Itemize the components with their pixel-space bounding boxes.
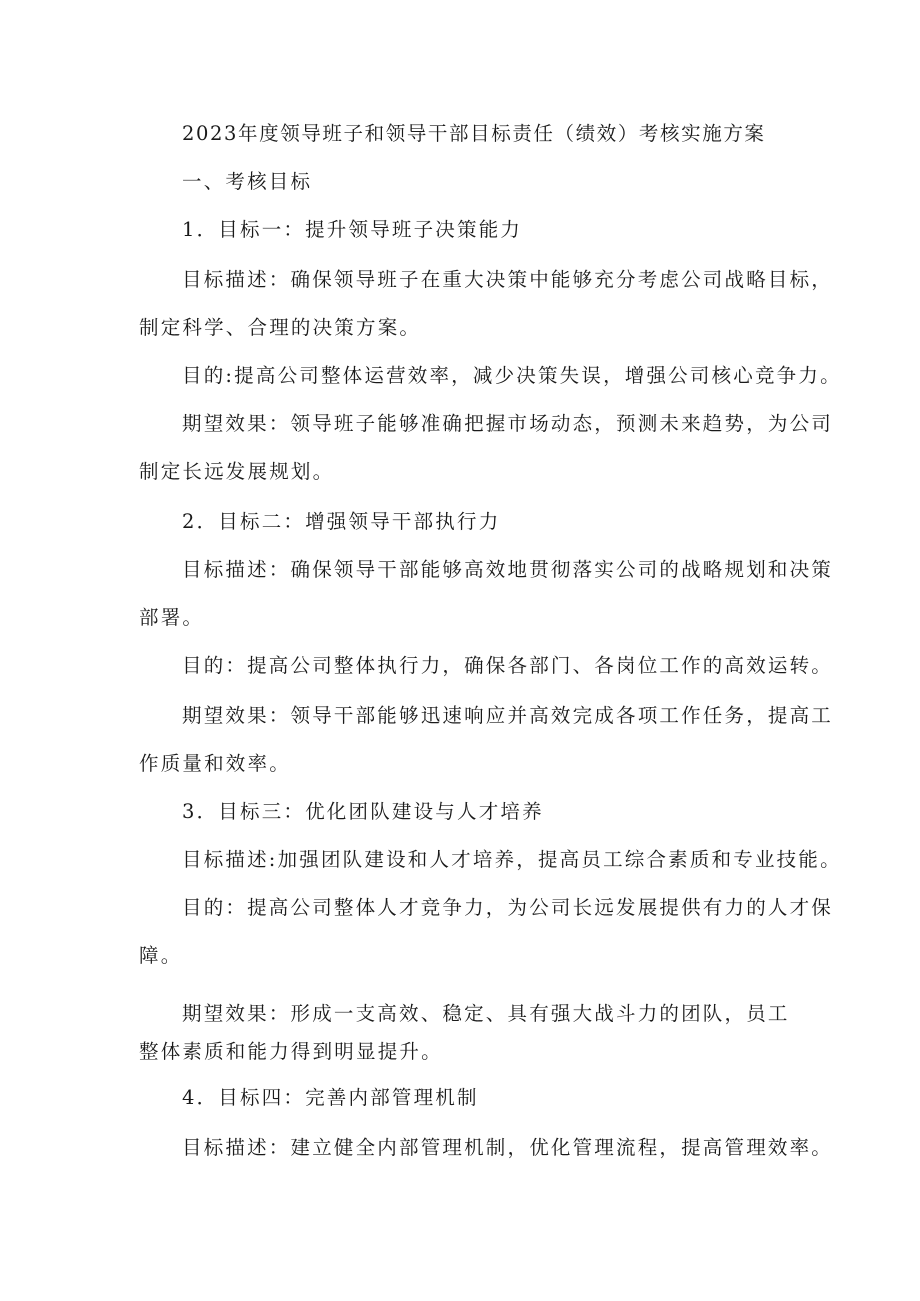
- section-heading: 一、考核目标: [182, 170, 313, 193]
- goal-2-description-cont: 部署。: [139, 606, 205, 629]
- goal-3-description: 目标描述:加强团队建设和人才培养，提高员工综合素质和专业技能。: [182, 848, 842, 871]
- goal-4-description: 目标描述：建立健全内部管理机制，优化管理流程，提高管理效率。: [182, 1136, 834, 1159]
- goal-4-heading: 4．目标四：完善内部管理机制: [182, 1086, 479, 1109]
- goal-3-purpose: 目的：提高公司整体人才竞争力，为公司长远发展提供有力的人才保: [182, 896, 834, 919]
- goal-3-heading: 3．目标三：优化团队建设与人才培养: [182, 800, 544, 823]
- goal-1-purpose: 目的:提高公司整体运营效率，减少决策失误，增强公司核心竞争力。: [182, 364, 842, 387]
- goal-3-purpose-cont: 障。: [139, 944, 183, 967]
- goal-3-effect-cont: 整体素质和能力得到明显提升。: [139, 1040, 443, 1063]
- goal-2-effect: 期望效果：领导干部能够迅速响应并高效完成各项工作任务，提高工: [182, 704, 834, 727]
- goal-2-effect-cont: 作质量和效率。: [139, 752, 291, 775]
- goal-1-description-cont: 制定科学、合理的决策方案。: [139, 316, 422, 339]
- goal-1-description: 目标描述：确保领导班子在重大决策中能够充分考虑公司战略目标，: [182, 268, 834, 291]
- goal-2-description: 目标描述：确保领导干部能够高效地贯彻落实公司的战略规划和决策: [182, 558, 834, 581]
- goal-2-heading: 2．目标二：增强领导干部执行力: [182, 510, 501, 533]
- document-title: 2023年度领导班子和领导干部目标责任（绩效）考核实施方案: [182, 122, 766, 145]
- goal-2-purpose: 目的：提高公司整体执行力，确保各部门、各岗位工作的高效运转。: [182, 654, 834, 677]
- goal-1-heading: 1．目标一：提升领导班子决策能力: [182, 218, 523, 241]
- goal-1-effect: 期望效果：领导班子能够准确把握市场动态，预测未来趋势，为公司: [182, 412, 834, 435]
- goal-3-effect: 期望效果：形成一支高效、稳定、具有强大战斗力的团队，员工: [182, 1002, 790, 1025]
- goal-1-effect-cont: 制定长远发展规划。: [139, 460, 335, 483]
